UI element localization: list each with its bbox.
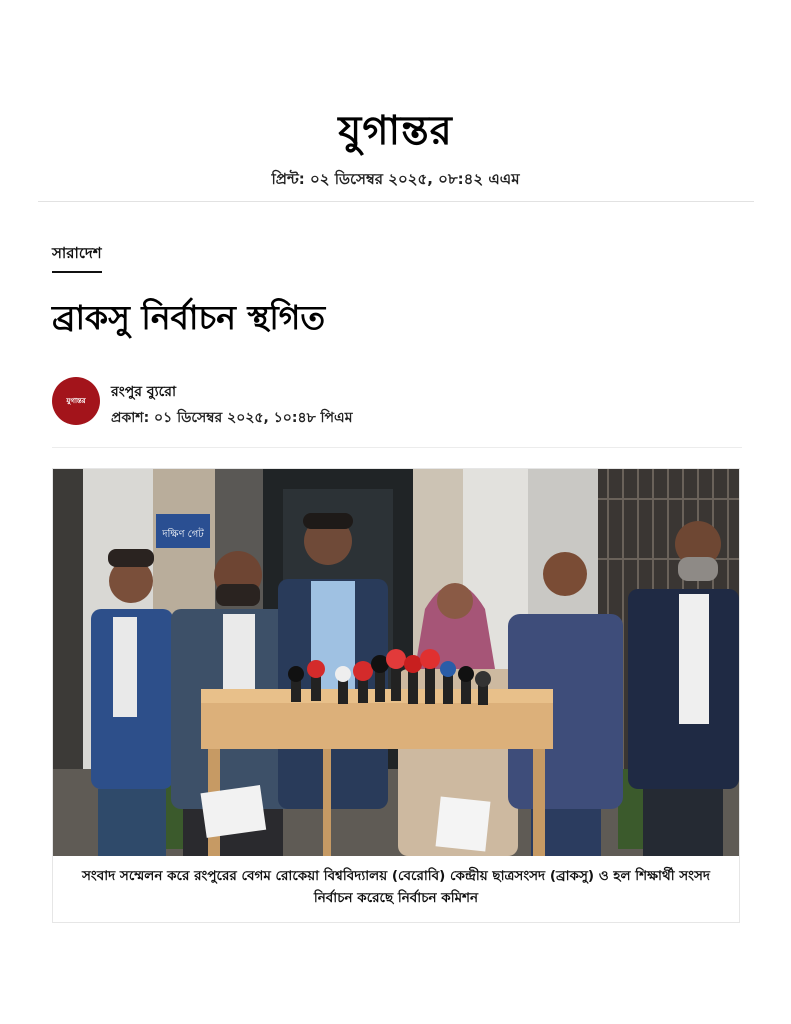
print-date: প্রিন্ট: ০২ ডিসেম্বর ২০২৫, ০৮:৪২ এএম (271, 170, 520, 188)
press-conference-photo (53, 469, 739, 856)
avatar-logo-text: যুগান্তর (66, 397, 86, 405)
published-date: প্রকাশ: ০১ ডিসেম্বর ২০২৫, ১০:৪৮ পিএম (111, 410, 353, 426)
header-divider (38, 201, 754, 202)
article-headline: ব্রাকসু নির্বাচন স্থগিত (52, 298, 326, 337)
author-name[interactable]: রংপুর ব্যুরো (111, 384, 177, 400)
article-figure (52, 468, 740, 923)
masthead (0, 104, 791, 158)
gate-sign: দক্ষিণ গেট (162, 529, 204, 540)
byline-divider (52, 447, 742, 448)
category-link[interactable]: সারাদেশ (52, 242, 102, 273)
site-logo[interactable]: যুগান্তর (338, 107, 453, 154)
author-avatar (52, 377, 100, 425)
photo-caption: সংবাদ সম্মেলন করে রংপুরের বেগম রোকেয়া বিশ্ববিদ্যালয় (বেরোবি) কেন্দ্রীয় ছাত্রসংসদ (ব্রাকসু) ও হল শিক্ষার্থী সংসদ নির্বাচন করেছে নির্বাচন কমিশন (81, 868, 711, 906)
